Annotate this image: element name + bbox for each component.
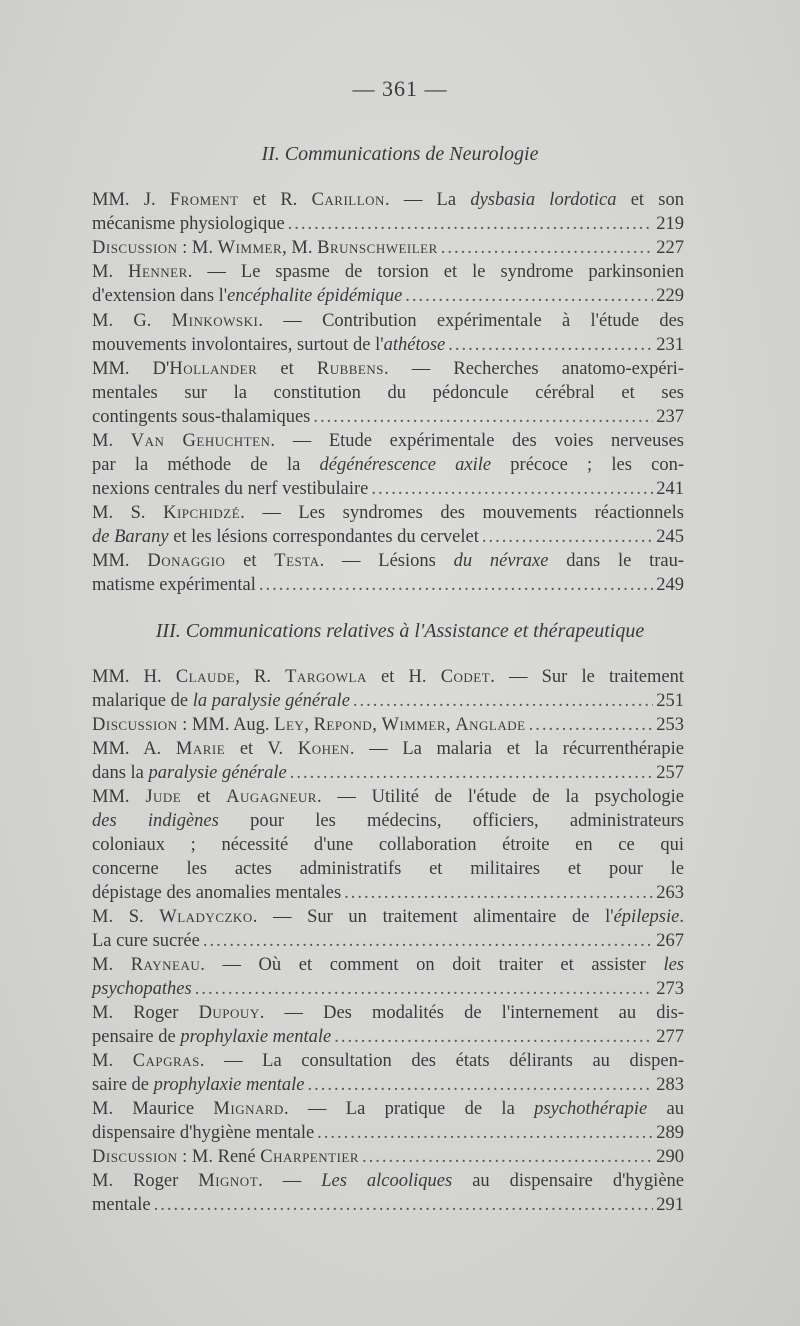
page-ref: 277 [656, 1027, 684, 1047]
leader-dots [195, 976, 653, 1002]
leader-dots [203, 928, 653, 954]
toc-entry-line: M. Rayneau. — Où et comment on doit traiter et assister les [92, 955, 685, 975]
toc-entry-line: de Barany et les lésions correspondantes du cervelet ..... 245 [92, 524, 684, 550]
toc-entry-line: MM. J. Froment et R. Carillon. — La dysbasia lordotica et son [92, 190, 684, 210]
page-ref: 289 [656, 1123, 684, 1143]
toc-entry-line: M. Maurice Mignard. — La pratique de la psychothérapie au [92, 1099, 684, 1119]
leader-dots [317, 1120, 653, 1146]
toc-entry-line: dispensaire d'hygiène mentale ..... 289 [92, 1120, 684, 1146]
leader-dots [529, 712, 653, 738]
toc-entry-line: d'extension dans l'encéphalite épidémique ..... 229 [92, 283, 684, 309]
page-ref: 219 [656, 214, 684, 234]
leader-dots [313, 404, 653, 430]
page-ref: 231 [656, 335, 684, 355]
toc-entry-line: par la méthode de la dégénérescence axile précoce ; les con- [92, 455, 684, 475]
toc-entry-line: MM. D'Hollander et Rubbens. — Recherches anatomo-expéri- [92, 359, 684, 379]
toc-entry-line: dépistage des anomalies mentales ..... 263 [92, 880, 684, 906]
leader-dots [405, 283, 653, 309]
toc-entry-line: Discussion : M. Wimmer, M. Brunschweiler ..... 227 [92, 235, 684, 261]
toc-entry-line: mouvements involontaires, surtout de l'athétose ..... 231 [92, 332, 684, 358]
toc-entry-line: MM. Donaggio et Testa. — Lésions du névraxe dans le trau- [92, 551, 685, 571]
leader-dots [353, 688, 653, 714]
toc-entry-line: M. Henner. — Le spasme de torsion et le syndrome parkinsonien [92, 262, 684, 282]
toc-entry-line: La cure sucrée ..... 267 [92, 928, 684, 954]
leader-dots [259, 572, 653, 598]
leader-dots [308, 1072, 653, 1098]
toc-entry-line: psychopathes ..... 273 [92, 976, 684, 1002]
leader-dots [344, 880, 653, 906]
toc-entry-line: concerne les actes administratifs et militaires et pour le [92, 859, 684, 879]
leader-dots [290, 760, 653, 786]
toc-entry-line: malarique de la paralysie générale ..... 251 [92, 688, 684, 714]
page-ref: 257 [656, 763, 684, 783]
toc-entry-line: coloniaux ; nécessité d'une collaboration étroite en ce qui [92, 835, 684, 855]
section-title: II. Communications de Neurologie [261, 143, 539, 165]
toc-entry-line: matisme expérimental ..... 249 [92, 572, 684, 598]
leader-dots [448, 332, 653, 358]
page-ref: 241 [656, 479, 684, 499]
toc-entry-line: mentale ..... 291 [92, 1192, 684, 1218]
toc-entry-line: mentales sur la constitution du pédoncule cérébral et ses [92, 383, 684, 403]
toc-entry-line: M. S. Wladyczko. — Sur un traitement alimentaire de l'épilepsie. [92, 907, 684, 927]
page-ref: 227 [656, 238, 684, 258]
leader-dots [362, 1144, 653, 1170]
page-ref: 290 [656, 1147, 684, 1167]
page-ref: 291 [656, 1195, 684, 1215]
page-ref: 229 [656, 286, 684, 306]
toc-entry-line: M. Van Gehuchten. — Etude expérimentale des voies nerveuses [92, 431, 684, 451]
page-ref: 245 [656, 527, 684, 547]
toc-entry-line: M. Roger Dupouy. — Des modalités de l'internement au dis- [92, 1003, 684, 1023]
leader-dots [482, 524, 653, 550]
toc-entry-line: MM. A. Marie et V. Kohen. — La malaria et la récurrenthérapie [92, 739, 684, 759]
page-ref: 263 [656, 883, 684, 903]
toc-entry-line: des indigènes pour les médecins, officiers, administrateurs [92, 811, 684, 831]
leader-dots [154, 1192, 653, 1218]
toc-entry-line: M. Roger Mignot. — Les alcooliques au dispensaire d'hygiène [92, 1171, 684, 1191]
page-ref: 283 [656, 1075, 684, 1095]
toc-entry-line: saire de prophylaxie mentale ..... 283 [92, 1072, 684, 1098]
toc-entry-line: pensaire de prophylaxie mentale ..... 277 [92, 1024, 684, 1050]
page-ref: 249 [656, 575, 684, 595]
toc-entry-line: M. G. Minkowski. — Contribution expérimentale à l'étude des [92, 311, 685, 331]
leader-dots [334, 1024, 653, 1050]
toc-entry-line: MM. Jude et Augagneur. — Utilité de l'étude de la psychologie [92, 787, 684, 807]
page-number: — 361 — [352, 76, 448, 101]
toc-entry-line: contingents sous-thalamiques ..... 237 [92, 404, 684, 430]
toc-entry-line: M. S. Kipchidzé. — Les syndromes des mouvements réactionnels [92, 503, 684, 523]
toc-entry-line: M. Capgras. — La consultation des états délirants au dispen- [92, 1051, 684, 1071]
page-ref: 267 [656, 931, 684, 951]
leader-dots [288, 211, 653, 237]
page-ref: 251 [656, 691, 684, 711]
page-ref: 273 [656, 979, 684, 999]
page-ref: 237 [656, 407, 684, 427]
leader-dots [441, 235, 653, 261]
toc-entry-line: Discussion : MM. Aug. Ley, Repond, Wimmer, Anglade ..... 253 [92, 712, 684, 738]
toc-entry-line: nexions centrales du nerf vestibulaire ..... 241 [92, 476, 684, 502]
toc-entry-line: dans la paralysie générale ..... 257 [92, 760, 684, 786]
toc-entry-line: mécanisme physiologique ..... 219 [92, 211, 684, 237]
leader-dots [371, 476, 653, 502]
toc-entry-line: MM. H. Claude, R. Targowla et H. Codet. — Sur le traitement [92, 667, 684, 687]
toc-entry-line: Discussion : M. René Charpentier ..... 290 [92, 1144, 684, 1170]
section-title: III. Communications relatives à l'Assistance et thérapeutique [155, 620, 645, 642]
page-ref: 253 [656, 715, 684, 735]
